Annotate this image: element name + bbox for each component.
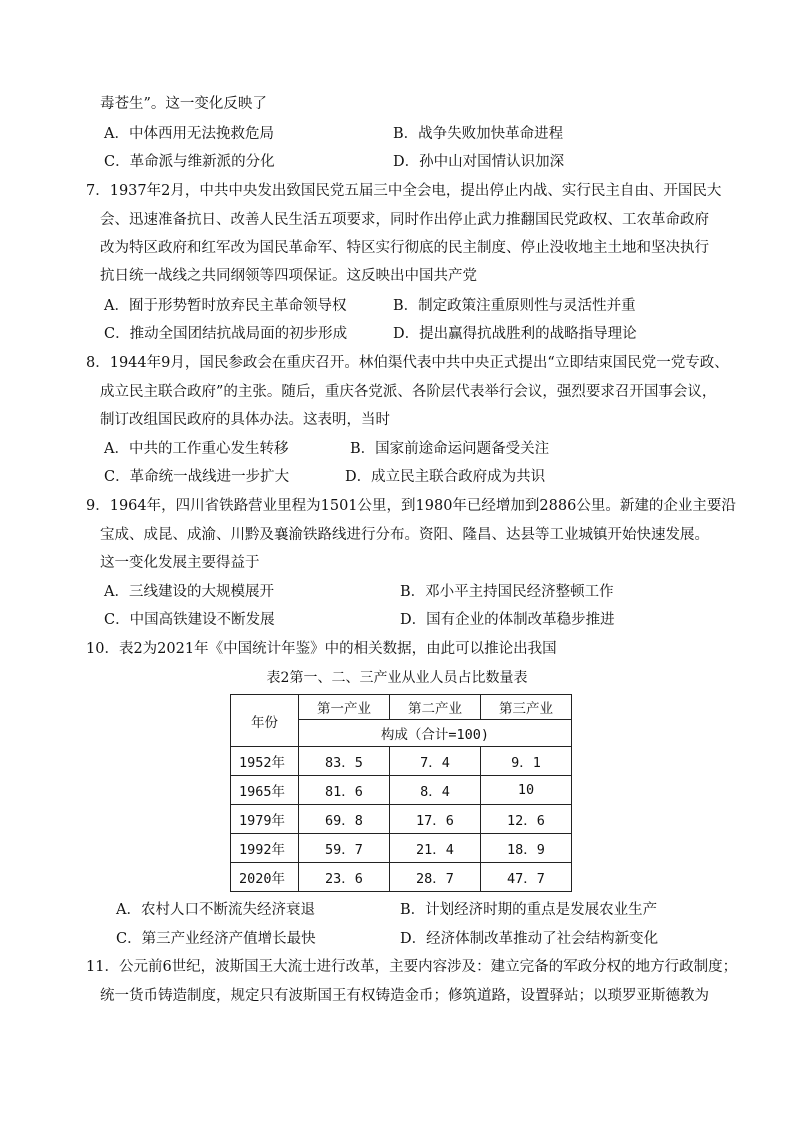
year-cell: 1992年 — [231, 834, 299, 863]
column-header-secondary: 第二产业 — [390, 695, 481, 720]
value-cell: 10 — [481, 776, 572, 805]
q8-option-d: D．成立民主联合政府成为共识 — [345, 469, 546, 485]
value-cell: 59．7 — [299, 834, 390, 863]
q9-stem-line-2: 宝成、成昆、成渝、川黔及襄渝铁路线进行分布。资阳、隆昌、达县等工业城镇开始快速发展。 — [100, 527, 709, 543]
q10-option-c: C．第三产业经济产值增长最快 — [116, 931, 316, 947]
q8-option-a: A．中共的工作重心发生转移 — [104, 441, 289, 457]
table-row — [231, 747, 572, 776]
q6-option-c: C．革命派与维新派的分化 — [104, 154, 275, 170]
q9-option-c: C．中国高铁建设不断发展 — [104, 612, 275, 628]
q10-option-d: D．经济体制改革推动了社会结构新变化 — [400, 931, 659, 947]
q11-stem-line-2: 统一货币铸造制度，规定只有波斯国王有权铸造金币；修筑道路，设置驿站；以琐罗亚斯德教为 — [100, 988, 709, 1004]
q7-stem-line-2: 会、迅速准备抗日、改善人民生活五项要求，同时作出停止武力推翻国民党政权、工农革命政府 — [100, 212, 709, 228]
table-row — [231, 834, 572, 863]
q7-stem-line-4: 抗日统一战线之共同纲领等四项保证。这反映出中国共产党 — [100, 268, 477, 284]
q9-option-d: D．国有企业的体制改革稳步推进 — [400, 612, 615, 628]
q8-option-b: B．国家前途命运问题备受关注 — [350, 441, 550, 457]
q10-option-a: A．农村人口不断流失经济衰退 — [116, 902, 315, 918]
q7-stem-line-3: 改为特区政府和红军改为国民革命军、特区实行彻底的民主制度、停止没收地主土地和坚决执行 — [100, 240, 709, 256]
value-cell: 18．9 — [481, 834, 572, 863]
q6-option-a: A．中体西用无法挽救危局 — [104, 126, 274, 142]
composition-subheader: 构成（合计=100) — [299, 720, 572, 747]
q6-stem-tail: 毒苍生”。这一变化反映了 — [100, 96, 267, 112]
value-cell: 12．6 — [481, 805, 572, 834]
q9-option-b: B．邓小平主持国民经济整顿工作 — [400, 584, 614, 600]
year-cell: 1979年 — [231, 805, 299, 834]
table-row — [231, 805, 572, 834]
q10-stem: 10．表2为2021年《中国统计年鉴》中的相关数据，由此可以推论出我国 — [86, 641, 557, 657]
value-cell: 17．6 — [390, 805, 481, 834]
q7-option-a: A．囿于形势暂时放弃民主革命领导权 — [104, 298, 347, 314]
year-cell: 2020年 — [231, 863, 299, 892]
q11-stem-line-1: 11．公元前6世纪，波斯国王大流士进行改革，主要内容涉及：建立完备的军政分权的地方行政制度； — [86, 959, 738, 975]
q9-option-a: A．三线建设的大规模展开 — [104, 584, 274, 600]
q7-stem-line-1: 7．1937年2月，中共中央发出致国民党五届三中全会电，提出停止内战、实行民主自由、开国民大 — [86, 183, 722, 199]
value-cell: 81．6 — [299, 776, 390, 805]
q7-option-c: C．推动全国团结抗战局面的初步形成 — [104, 326, 348, 342]
industry-share-table — [230, 694, 572, 892]
table-row — [231, 863, 572, 892]
q9-stem-line-3: 这一变化发展主要得益于 — [100, 555, 260, 571]
table-caption: 表2第一、二、三产业从业人员占比数量表 — [266, 670, 528, 686]
year-header: 年份 — [231, 695, 299, 747]
q8-stem-line-2: 成立民主联合政府”的主张。随后，重庆各党派、各阶层代表举行会议，强烈要求召开国事会议， — [100, 384, 717, 400]
column-header-primary: 第一产业 — [299, 695, 390, 720]
q7-option-d: D．提出赢得抗战胜利的战略指导理论 — [393, 326, 637, 342]
q6-option-d: D．孙中山对国情认识加深 — [393, 154, 565, 170]
q9-stem-line-1: 9．1964年，四川省铁路营业里程为1501公里，到1980年已经增加到2886公里。新建的企业主要沿 — [86, 498, 736, 514]
year-cell: 1952年 — [231, 747, 299, 776]
value-cell: 21．4 — [390, 834, 481, 863]
value-cell: 83．5 — [299, 747, 390, 776]
column-header-tertiary: 第三产业 — [481, 695, 572, 720]
value-cell: 7．4 — [390, 747, 481, 776]
value-cell: 8．4 — [390, 776, 481, 805]
q8-stem-line-3: 制订改组国民政府的具体办法。这表明，当时 — [100, 412, 390, 428]
value-cell: 23．6 — [299, 863, 390, 892]
value-cell: 69．8 — [299, 805, 390, 834]
table-row — [231, 776, 572, 805]
value-cell: 9．1 — [481, 747, 572, 776]
q7-option-b: B．制定政策注重原则性与灵活性并重 — [393, 298, 636, 314]
q8-stem-line-1: 8．1944年9月，国民参政会在重庆召开。林伯渠代表中共中央正式提出“立即结束国民党一党专政、 — [86, 355, 729, 371]
value-cell: 28．7 — [390, 863, 481, 892]
q8-option-c: C．革命统一战线进一步扩大 — [104, 469, 290, 485]
year-cell: 1965年 — [231, 776, 299, 805]
value-cell: 47．7 — [481, 863, 572, 892]
q10-option-b: B．计划经济时期的重点是发展农业生产 — [400, 902, 658, 918]
q6-option-b: B．战争失败加快革命进程 — [393, 126, 564, 142]
